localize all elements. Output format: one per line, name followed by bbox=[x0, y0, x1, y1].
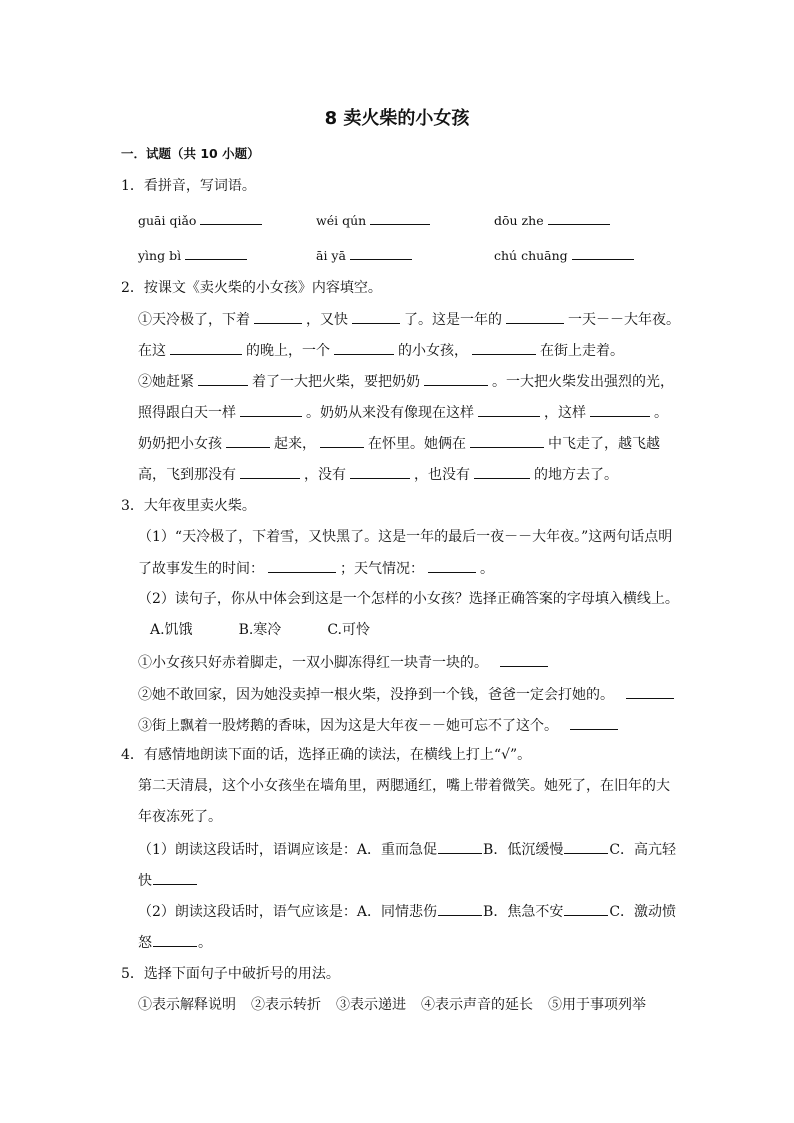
answer-blank[interactable] bbox=[428, 558, 476, 573]
answer-blank[interactable] bbox=[350, 245, 412, 260]
answer-blank[interactable] bbox=[438, 839, 482, 854]
answer-blank[interactable] bbox=[200, 210, 262, 225]
answer-blank[interactable] bbox=[370, 210, 430, 225]
q3-prompt: 3．大年夜里卖火柴。 bbox=[121, 498, 256, 514]
answer-blank[interactable] bbox=[472, 340, 536, 355]
answer-blank[interactable] bbox=[474, 464, 530, 479]
answer-blank[interactable] bbox=[470, 433, 544, 448]
answer-blank[interactable] bbox=[198, 371, 248, 386]
q2-prompt: 2．按课文《卖火柴的小女孩》内容填空。 bbox=[121, 280, 382, 296]
answer-blank[interactable] bbox=[572, 245, 634, 260]
option-a: A.饥饿 bbox=[150, 622, 193, 638]
q1-pinyin-2: wéi qún bbox=[316, 210, 434, 231]
q3-sub1-line-a: （1）“天冷极了，下着雪，又快黑了。这是一年的最后一夜－－大年夜。”这两句话点明 bbox=[138, 529, 673, 545]
answer-blank[interactable] bbox=[564, 839, 608, 854]
q4-passage-a: 第二天清晨，这个小女孩坐在墙角里，两腮通红，嘴上带着微笑。她死了，在旧年的大 bbox=[138, 778, 670, 794]
q5-option-5: ⑤用于事项列举 bbox=[548, 997, 646, 1013]
answer-blank[interactable] bbox=[185, 245, 247, 260]
answer-blank[interactable] bbox=[254, 309, 302, 324]
answer-blank[interactable] bbox=[153, 932, 197, 947]
q4-passage-b: 年夜冻死了。 bbox=[138, 809, 222, 825]
q2-line-2: 在这 的晚上，一个 的小女孩， 在街上走着。 bbox=[138, 340, 624, 361]
q2-line-5: 奶奶把小女孩 起来， 在怀里。她俩在 中飞走了，越飞越 bbox=[138, 433, 660, 454]
answer-blank[interactable] bbox=[153, 870, 197, 885]
q1-pinyin-3: dōu zhe bbox=[494, 210, 614, 231]
answer-blank[interactable] bbox=[626, 684, 674, 699]
q2-line-1: ①天冷极了，下着 ，又快 了。这是一年的 一天－－大年夜。 bbox=[138, 309, 680, 330]
option-b: B.寒冷 bbox=[238, 622, 282, 638]
q4-sub1-line-b: 快 bbox=[138, 870, 198, 891]
answer-blank[interactable] bbox=[170, 340, 242, 355]
q4-prompt: 4．有感情地朗读下面的话，选择正确的读法，在横线上打上“√”。 bbox=[121, 747, 532, 763]
q4-sub1-line-a: （1）朗读这段话时，语调应该是：A．重而急促 B．低沉缓慢 C．高亢轻 bbox=[138, 839, 676, 860]
answer-blank[interactable] bbox=[226, 433, 270, 448]
q2-line-6: 高，飞到那没有 ，没有 ，也没有 的地方去了。 bbox=[138, 464, 618, 485]
q3-item-1: ①小女孩只好赤着脚走，一双小脚冻得红一块青一块的。 bbox=[138, 652, 552, 673]
q4-sub2-line-b: 怒 。 bbox=[138, 932, 212, 953]
answer-blank[interactable] bbox=[424, 371, 488, 386]
answer-blank[interactable] bbox=[334, 340, 394, 355]
section-heading: 一．试题（共 10 小题） bbox=[121, 146, 260, 161]
answer-blank[interactable] bbox=[570, 715, 618, 730]
q3-item-2: ②她不敢回家，因为她没卖掉一根火柴，没挣到一个钱，爸爸一定会打她的。 bbox=[138, 684, 678, 705]
q1-prompt: 1．看拼音，写词语。 bbox=[121, 178, 256, 194]
answer-blank[interactable] bbox=[268, 558, 336, 573]
answer-blank[interactable] bbox=[548, 210, 610, 225]
answer-blank[interactable] bbox=[564, 901, 608, 916]
q5-prompt: 5．选择下面句子中破折号的用法。 bbox=[121, 966, 340, 982]
answer-blank[interactable] bbox=[352, 309, 400, 324]
answer-blank[interactable] bbox=[478, 402, 540, 417]
answer-blank[interactable] bbox=[500, 652, 548, 667]
answer-blank[interactable] bbox=[350, 464, 410, 479]
q5-option-4: ④表示声音的延长 bbox=[421, 997, 533, 1013]
q2-line-3: ②她赶紧 着了一大把火柴，要把奶奶 。一大把火柴发出强烈的光， bbox=[138, 371, 674, 392]
answer-blank[interactable] bbox=[240, 464, 300, 479]
answer-blank[interactable] bbox=[320, 433, 364, 448]
q2-line-4: 照得跟白天一样 。奶奶从来没有像现在这样 ，这样 。 bbox=[138, 402, 668, 423]
q3-options bbox=[150, 620, 400, 640]
page-title: 8 卖火柴的小女孩 bbox=[324, 108, 470, 129]
q5-option-3: ③表示递进 bbox=[336, 997, 406, 1013]
q1-pinyin-5: āi yā bbox=[316, 245, 416, 266]
q3-sub2: （2）读句子，你从中体会到这是一个怎样的小女孩？选择正确答案的字母填入横线上。 bbox=[138, 591, 679, 607]
q5-option-2: ②表示转折 bbox=[251, 997, 321, 1013]
q3-sub1-line-b: 了故事发生的时间： ；天气情况： 。 bbox=[138, 558, 494, 579]
answer-blank[interactable] bbox=[438, 901, 482, 916]
option-c: C.可怜 bbox=[327, 622, 370, 638]
q1-pinyin-6: chú chuāng bbox=[494, 245, 638, 266]
q1-pinyin-4: yìng bì bbox=[138, 245, 251, 266]
q3-item-3: ③街上飘着一股烤鹅的香味，因为这是大年夜－－她可忘不了这个。 bbox=[138, 715, 622, 736]
q5-option-1: ①表示解释说明 bbox=[138, 997, 236, 1013]
answer-blank[interactable] bbox=[240, 402, 302, 417]
q1-pinyin-1: guāi qiǎo bbox=[138, 210, 266, 231]
answer-blank[interactable] bbox=[506, 309, 564, 324]
q4-sub2-line-a: （2）朗读这段话时，语气应该是：A．同情悲伤 B．焦急不安 C．激动愤 bbox=[138, 901, 676, 922]
q5-options bbox=[138, 995, 646, 1015]
answer-blank[interactable] bbox=[590, 402, 650, 417]
